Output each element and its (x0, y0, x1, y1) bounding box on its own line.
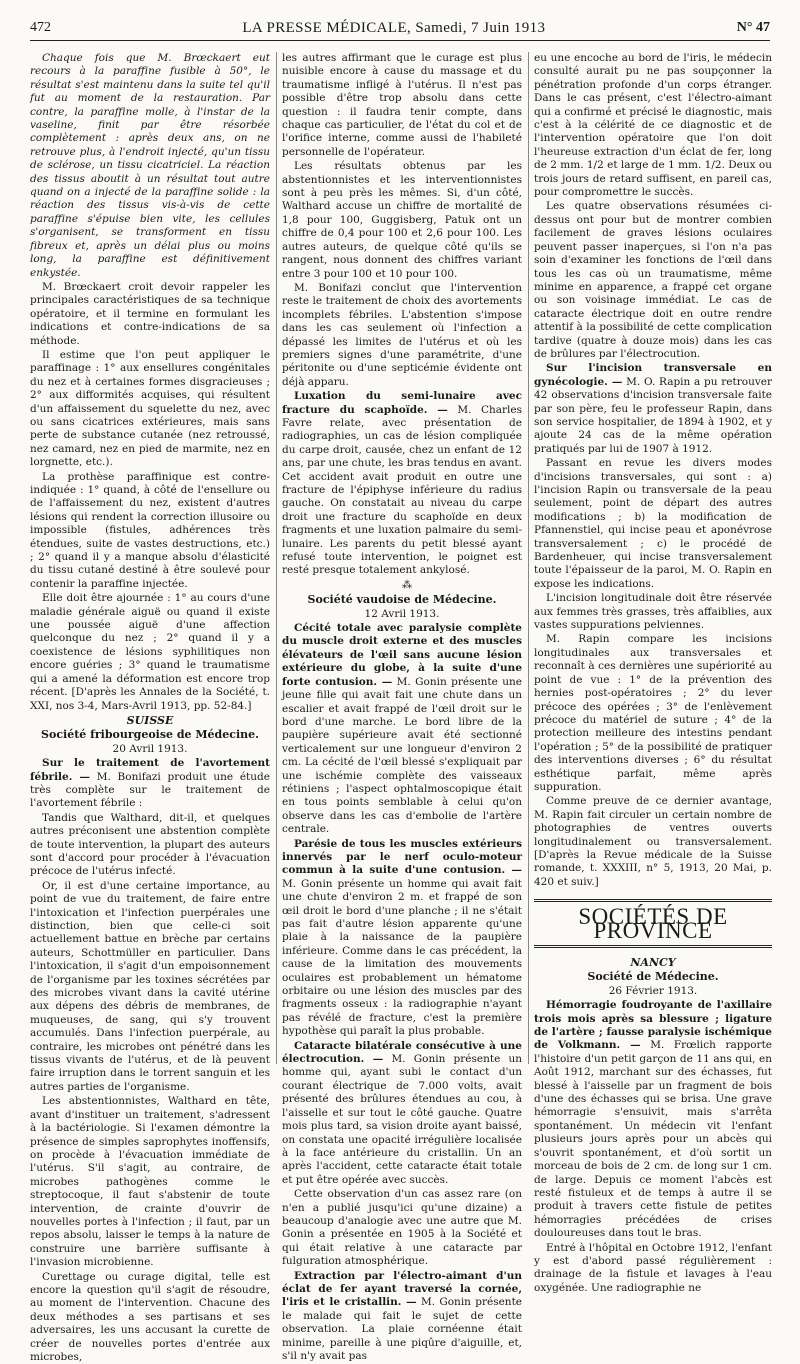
session-date: 26 Février 1913. (608, 984, 698, 997)
paragraph: Curettage ou curage digital, telle est encore la question qu'il s'agit de résoudre, au moment de l'intervention. Chacune des deux méthodes a ses partisans et ses adversaires, les uns accusant la curette de créer de nouvelles portes d'entrée aux microbes, (30, 1270, 270, 1363)
article-title: Luxation du semi-lunaire avec fracture du scaphoïde. — (282, 390, 522, 416)
paragraph (282, 390, 522, 578)
article-title: Parésie de tous les muscles extérieurs innervés par le nerf oculo-moteur commun à la suite d'une contusion. — (282, 837, 522, 877)
paragraph: M. Rapin compare les incisions longitudinales aux transversales et reconnaît à ces dernières une supériorité au point de vue : 1° de la prévention des hernies post-opératoires ; 2° du lever précoce des opérées ; 3° de l'enlèvement précoce du matériel de suture ; 4° de la protection meilleure des intestins pendant l'opération ; 5° de la possibilité de pratiquer des interventions diverses ; 6° du résultat esthétique parfait, même après suppuration. (534, 633, 772, 793)
paragraph: Passant en revue les divers modes d'incisions transversales, qui sont : a) l'incision Rapin ou transversale de la peau seulement, point de départ des autres modifications ; b) la modification de Pfannenstiel, qui incise peau et aponévrose transversalement ; c) le procédé de Bardenheuer, qui incise transversalement toute l'épaisseur de la paroi, M. O. Rapin en expose les indications. (534, 457, 772, 590)
paragraph: L'incision longitudinale doit être réservée aux femmes très grasses, très affaiblies, aux vastes suppurations pelviennes. (534, 592, 772, 632)
city-heading: NANCY (630, 956, 676, 969)
society-heading: Société fribourgeoise de Médecine. (41, 728, 259, 742)
article-text: M. O. Rapin a pu retrouver 42 observations d'incision transversale faite par son père, feu le professeur Rapin, dans son service hospitalier, de 1894 à 1902, et y ajoute 24 cas de la même opération pratiqués par lui de 1907 à 1912. (534, 375, 773, 455)
paragraph: les autres affirmant que le curage est plus nuisible encore à cause du massage et du traumatisme infligé à l'utérus. Il n'est pas possible d'être trop absolu dans cette question : il faudra tenir compte, dans chaque cas particulier, de l'état du col et de l'orifice interne, comme aussi de l'habileté personnelle de l'opérateur. (282, 52, 522, 158)
paragraph: Les abstentionnistes, Walthard en tête, avant d'instituer un traitement, s'adressent à la bactériologie. Si l'examen démontre la présence de simples saprophytes inoffensifs, on procède à l'évacuation immédiate de l'utérus. S'il s'agit, au contraire, de microbes pathogènes comme le streptocoque, il faut s'abstenir de toute intervention, de crainte d'ouvrir de nouvelles portes à l'infection ; il faut, par un repos absolu, laisser le temps à la nature de construire une barrière suffisante à l'invasion microbienne. (30, 1095, 270, 1269)
paragraph: Cette observation d'un cas assez rare (on n'en a publié jusqu'ici qu'une dizaine) a beaucoup d'analogie avec une autre que M. Gonin a présentée en 1905 à la Société et qui était relative à une cataracte par fulguration atmosphérique. (282, 1188, 522, 1268)
session-date: 20 Avril 1913. (112, 742, 188, 755)
article-title: Sur le traitement de l'avortement fébrile. — (30, 757, 270, 783)
article-text: M. Charles Favre relate, avec présentation de radiographies, un cas de lésion compliquée du carpe droit, causée, chez un enfant de 12 ans, par une chute, les bras tendus en avant. Cet accident avait produit en outre une fracture de l'épiphyse inférieure du radius gauche. On constatait au niveau du carpe droit une fracture du scaphoïde en deux fragments et une luxation palmaire du semi-lunaire. Les parents du petit blessé ayant refusé toute intervention, le poignet est resté presque totalement ankylosé. (282, 403, 523, 577)
masthead (30, 16, 770, 41)
column-divider (528, 52, 529, 1064)
section-heading: SOCIÉTÉS DE PROVINCE (534, 899, 772, 948)
paragraph: Entré à l'hôpital en Octobre 1912, l'enfant y est d'abord passé régulièrement : drainage de la fistule et lavages à l'eau oxygénée. Une radiographie ne (534, 1241, 772, 1294)
paragraph: M. Bonifazi conclut que l'intervention reste le traitement de choix des avortements incomplets fébriles. L'abstention s'impose dans les cas seulement où l'infection a dépassé les limites de l'utérus et où les premiers signes d'une paramétrite, d'une péritonite ou d'une septicémie évidente ont déjà apparu. (282, 281, 522, 388)
paragraph: La prothèse paraffinique est contre-indiquée : 1° quand, à côté de l'ensellure ou de l'affaissement du nez, existent d'autres lésions qui rendent la correction illusoire ou impossible (fistules, adhérences très étendues, suite de vastes destructions, etc.) ; 2° quand il y a manque absolu d'élasticité du tissu cutané destiné à être soulevé pour contenir la paraffine injectée. (30, 470, 270, 590)
paragraph: Elle doit être ajournée : 1° au cours d'une maladie générale aiguë ou quand il existe une poussée aiguë d'une affection quelconque du nez ; 2° quand il y a coexistence de lésions syphilitiques non encore guéries ; 3° quand le traumatisme qui a amené la déformation est encore trop récent. [D'après les Annales de la Société, t. XXI, nos 3-4, Mars-Avril 1913, pp. 52-84.] (30, 592, 270, 712)
paragraph: Or, il est d'une certaine importance, au point de vue du traitement, de faire entre l'intoxication et l'infection puerpérales une distinction, bien que celle-ci soit actuellement battue en brèche par certains auteurs, Schottmüller en particulier. Dans l'intoxication, il s'agit d'un empoisonnement de l'organisme par les toxines sécrétées par des microbes vivant dans la cavité utérine aux dépens des débris de membranes, de muqueuses, de sang, qui s'y trouvent accumulés. Dans l'infection puerpérale, au contraire, les microbes ont pénétré dans les tissus vivants de l'utérus, et de là peuvent faire irruption dans le torrent sanguin et les autres parties de l'organisme. (30, 879, 270, 1093)
article-title: Sur l'incision transversale en gynécologie. — (534, 362, 772, 388)
society-heading: Société de Médecine. (587, 970, 719, 984)
article-title: Hémorragie foudroyante de l'axillaire trois mois après sa blessure ; ligature de l'artère ; fausse paralysie ischémique de Volkmann. — (534, 999, 772, 1052)
article-text: M. Gonin présente le malade qui fait le sujet de cette observation. La plaie cornéenne était minime, pareille à une piqûre d'aiguille, et, s'il n'y avait pas (282, 1296, 523, 1362)
paragraph (282, 1040, 522, 1187)
article-text: M. Gonin présente un homme qui avait fait une chute d'environ 2 m. et frappé de son œil droit le bord d'une planche ; il ne s'était pas fait d'autre lésion apparente qu'une plaie à la naissance de la paupière inférieure. Comme dans le cas précédent, la cause de la limitation des mouvements oculaires est probablement un hématome orbitaire ou une lésion des muscles par des fragments osseux : la radiographie n'ayant pas révélé de fracture, c'est la première hypothèse qui paraît la plus probable. (282, 877, 522, 1038)
column-1 (30, 52, 270, 1363)
paragraph (282, 838, 522, 1039)
article-text: M. Gonin présente une jeune fille qui avait fait une chute dans un escalier et avait frappé de l'œil droit sur le bord d'une marche. Le bord libre de la paupière supérieure avait été sectionné verticalement sur une longueur d'environ 2 cm. La cécité de l'œil blessé s'expliquait par une ischémie complète des vaisseaux rétiniens ; l'aspect ophtalmoscopique était en tous points semblable à celui qu'on observe dans les cas d'embolie de l'artère centrale. (282, 675, 523, 836)
section-separator: ⁂ (402, 579, 414, 591)
paragraph (534, 999, 772, 1240)
paragraph: eu une encoche au bord de l'iris, le médecin consulté aurait pu ne pas soupçonner la pénétration profonde d'un corps étranger. Dans le cas présent, c'est l'électro-aimant qui a confirmé et précisé le diagnostic, mais c'est à la célérité de ce diagnostic et de l'intervention opératoire que l'on doit l'heureuse extraction d'un éclat de fer, long de 2 mm. 1/2 et large de 1 mm. 1/2. Deux ou trois jours de retard suffisent, en pareil cas, pour compromettre le succès. (534, 52, 772, 199)
page-number: 472 (30, 20, 51, 35)
article-title: Cécité totale avec paralysie complète du muscle droit externe et des muscles élévateurs de l'œil sans aucune lésion extérieure du globe, à la suite d'une forte contusion. — (282, 622, 522, 688)
column-divider (276, 52, 277, 1064)
paragraph: Comme preuve de ce dernier avantage, M. Rapin fait circuler un certain nombre de photographies de ventres ouverts longitudinalement ou transversalement. [D'après la Revue médicale de la Suisse romande, t. XXXIII, n° 5, 1913, 20 Mai, p. 420 et suiv.] (534, 795, 772, 888)
column-3 (534, 52, 773, 1294)
article-text: M. Bonifazi produit une étude très complète sur le traitement de l'avortement fébrile : (30, 770, 270, 810)
paragraph (534, 362, 772, 456)
article-title: Cataracte bilatérale consécutive à une électrocution. — (282, 1039, 522, 1066)
paragraph: Tandis que Walthard, dit-il, et quelques autres préconisent une abstention complète de toute intervention, la plupart des auteurs sont d'accord pour procéder à l'évacuation précoce de l'utérus infecté. (30, 811, 270, 878)
paragraph (282, 622, 522, 837)
society-heading: Société vaudoise de Médecine. (307, 593, 497, 607)
paragraph: Les résultats obtenus par les abstentionnistes et les interventionnistes sont à peu près les mêmes. Si, d'un côté, Walthard accuse un chiffre de mortalité de 1,8 pour 100, Guggisberg, Patuk ont un chiffre de 0,4 pour 100 et 2,6 pour 100. Les autres auteurs, de quelque côté qu'ils se rangent, nous donnent des chiffres variant entre 3 pour 100 et 10 pour 100. (282, 160, 522, 280)
session-date: 12 Avril 1913. (364, 607, 440, 620)
paragraph: Les quatre observations résumées ci-dessus ont pour but de montrer combien facilement de graves lésions oculaires peuvent passer inaperçues, si l'on n'a pas soin d'examiner les fonctions de l'œil dans tous les cas où un traumatisme, même minime en apparence, a frappé cet organe ou son voisinage immédiat. Le cas de cataracte électrique doit en outre rendre attentif à la possibilité de cette complication tardive (quatre à douze mois) dans les cas de brûlures par l'électrocution. (534, 200, 772, 360)
article-title: Extraction par l'électro-aimant d'un éclat de fer ayant traversé la cornée, l'iris et le cristallin. — (282, 1269, 522, 1309)
paragraph: Il estime que l'on peut appliquer le paraffinage : 1° aux ensellures congénitales du nez et à certaines formes disgracieuses ; 2° aux difformités acquises, qui résultent d'un affaissement du squelette du nez, avec ou sans cicatrices extérieures, mais sans perte de substance cutanée (nez retroussé, nez camard, nez en pied de marmite, nez en lorgnette, etc.). (30, 348, 270, 469)
article-text: M. Gonin présente un homme qui, ayant subi le contact d'un courant électrique de 7.000 volts, avait présenté des brûlures étendues au cou, à l'aisselle et sur tout le côté gauche. Quatre mois plus tard, sa vision droite ayant baissé, on constata une opacité irrégulière localisée à la face antérieure du cristallin. Un an après l'accident, cette cataracte était totale et put être opérée avec succès. (282, 1053, 522, 1186)
column-2 (282, 52, 523, 1362)
journal-title: LA PRESSE MÉDICALE, Samedi, 7 Juin 1913 (242, 19, 546, 36)
article-text: M. Frœlich rapporte l'histoire d'un petit garçon de 11 ans qui, en Août 1912, marchant sur des échasses, fut blessé à l'aisselle par un fragment de bois d'une des échasses qui se brisa. Une grave hémorragie s'ensuivit, mais s'arrêta spontanément. Un médecin vit l'enfant plusieurs jours après pour un abcès qui s'ouvrit spontanément, et d'où sortit un morceau de bois de 2 cm. de long sur 1 cm. de large. Depuis ce moment l'abcès est resté fistuleux et de temps à autre il se produit à travers cette fistule de petites hémorragies précédées de crises douloureuses dans tout le bras. (534, 1039, 772, 1240)
paragraph: Chaque fois que M. Brœckaert eut recours à la paraffine fusible à 50°, le résultat s'est maintenu dans la suite tel qu'il fut au moment de la restauration. Par contre, la paraffine molle, à l'instar de la vaseline, finit par être résorbée complètement : après deux ans, on ne retrouve plus, à l'endroit injecté, qu'un tissu de sclérose, un tissu cicatriciel. La réaction des tissus aboutit à un résultat tout autre quand on a injecté de la paraffine solide : la réaction des tissus vis-à-vis de cette paraffine s'épuise bien vite, les cellules s'organisent, se transforment en tissu fibreux et, après un délai plus ou moins long, la paraffine est définitivement enkystée. (30, 52, 270, 279)
issue-number: N° 47 (736, 20, 770, 35)
paragraph (30, 757, 270, 811)
paragraph (282, 1270, 522, 1364)
paragraph: M. Brœckaert croit devoir rappeler les principales caractéristiques de sa technique opératoire, et il termine en formulant les indications et contre-indications de sa méthode. (30, 280, 270, 347)
country-heading: SUISSE (126, 713, 174, 727)
